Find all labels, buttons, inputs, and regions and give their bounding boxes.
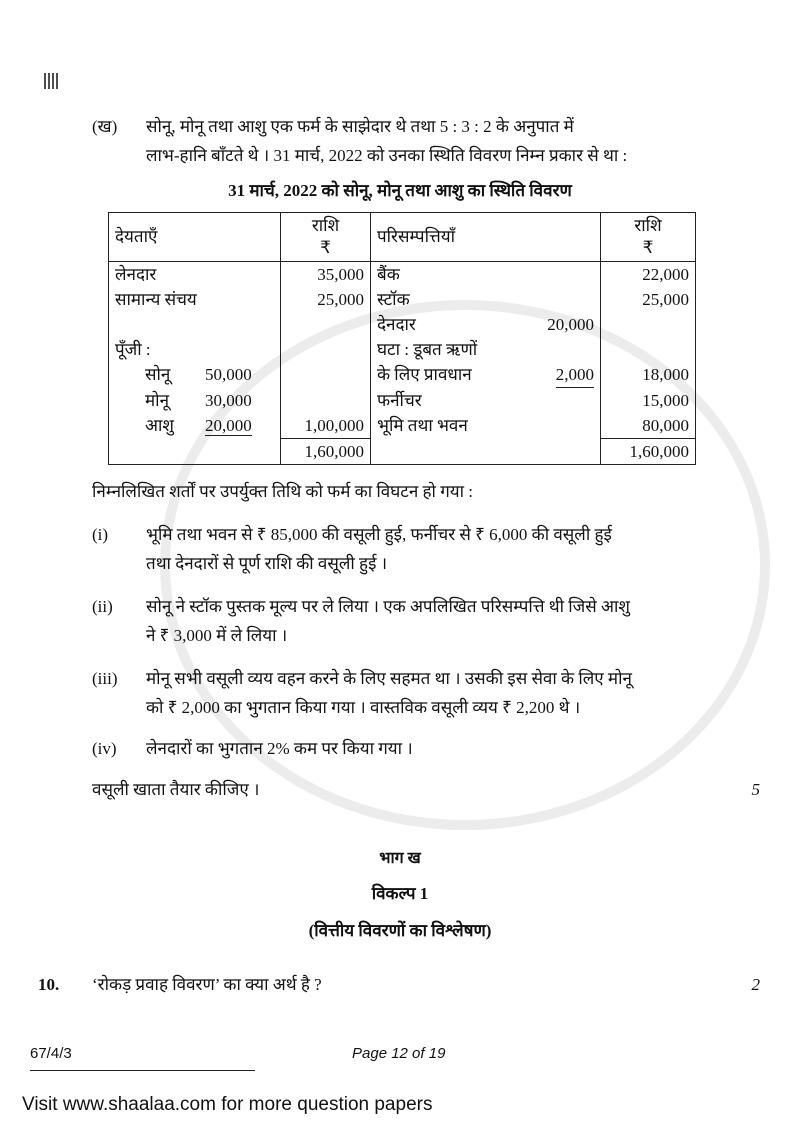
condition-text: सोनू ने स्टॉक पुस्तक मूल्य पर ले लिया । एक अपलिखित परिसम्पत्ति थी जिसे आशु <box>146 597 630 616</box>
liability-amount: 35,000 <box>281 262 371 288</box>
asset-furniture: फर्नीचर <box>371 388 601 413</box>
capital-partner: मोनू 30,000 <box>109 388 281 413</box>
question-label: (ख) <box>92 117 118 136</box>
capital-total: 1,00,000 <box>281 413 371 439</box>
condition <box>92 520 760 578</box>
condition-text: ने ₹ 3,000 में ले लिया । <box>146 626 288 645</box>
liability-general-reserve: सामान्य संचय <box>109 287 281 312</box>
condition <box>92 664 760 722</box>
section-heading: भाग ख <box>379 850 421 867</box>
asset-amount: 22,000 <box>601 262 696 288</box>
asset-debtors: देनदार 20,000 <box>371 312 601 337</box>
header-amount-right: राशि ₹ <box>601 213 696 262</box>
asset-amount: 25,000 <box>601 287 696 312</box>
option-title: (वित्तीय विवरणों का विश्लेषण) <box>308 921 492 940</box>
balance-sheet-table <box>108 212 696 465</box>
liability-amount: 25,000 <box>281 287 371 312</box>
condition-number: (iii) <box>92 669 118 688</box>
asset-amount: 80,000 <box>601 413 696 439</box>
paper-code: 67/4/3 <box>30 1045 72 1062</box>
asset-stock: स्टॉक <box>371 287 601 312</box>
asset-less-provision: घटा : डूबत ऋणों <box>371 337 601 362</box>
liability-creditors: लेनदार <box>109 262 281 288</box>
asset-amount: 18,000 <box>601 362 696 388</box>
capital-partner: आशु 20,000 <box>109 413 281 439</box>
instruction: वसूली खाता तैयार कीजिए । <box>92 780 260 799</box>
condition-number: (i) <box>92 525 109 544</box>
footer-divider <box>30 1070 255 1071</box>
capital-label: पूँजी : <box>109 337 281 362</box>
header-assets: परिसम्पत्तियाँ <box>371 213 601 262</box>
asset-bank: बैंक <box>371 262 601 288</box>
marks: 2 <box>751 975 760 994</box>
condition-number: (iv) <box>92 739 117 758</box>
dissolution-intro: निम्नलिखित शर्तों पर उपर्युक्त तिथि को फर्म का विघटन हो गया : <box>92 482 474 501</box>
option-heading: विकल्प 1 <box>371 884 429 903</box>
promo-link[interactable]: Visit www.shaalaa.com for more question papers <box>22 1094 433 1115</box>
condition-text: भूमि तथा भवन से ₹ 85,000 की वसूली हुई, फर्नीचर से ₹ 6,000 की वसूली हुई <box>146 525 612 544</box>
table-title: 31 मार्च, 2022 को सोनू, मोनू तथा आशु का स्थिति विवरण <box>228 181 572 200</box>
question-part <box>92 112 760 170</box>
condition <box>92 734 760 763</box>
total-assets: 1,60,000 <box>601 439 696 465</box>
header-liabilities: देयताएँ <box>109 213 281 262</box>
condition-text: तथा देनदारों से पूर्ण राशि की वसूली हुई । <box>146 554 388 573</box>
condition-text: मोनू सभी वसूली व्यय वहन करने के लिए सहमत था । उसकी इस सेवा के लिए मोनू <box>146 669 632 688</box>
question-text: ‘रोकड़ प्रवाह विवरण’ का क्या अर्थ है ? <box>92 975 322 994</box>
question-number: 10. <box>38 975 60 994</box>
question-line-1: सोनू, मोनू तथा आशु एक फर्म के साझेदार थे तथा 5 : 3 : 2 के अनुपात में <box>146 117 574 136</box>
page-number: Page 12 of 19 <box>352 1045 446 1062</box>
asset-amount: 15,000 <box>601 388 696 413</box>
asset-land-building: भूमि तथा भवन <box>371 413 601 439</box>
instruction-row <box>92 775 760 804</box>
question-line-2: लाभ-हानि बाँटते थे । 31 मार्च, 2022 को उनका स्थिति विवरण निम्न प्रकार से था : <box>146 146 628 165</box>
condition <box>92 592 760 650</box>
header-amount-left: राशि ₹ <box>281 213 371 262</box>
marks: 5 <box>751 780 760 799</box>
condition-text: को ₹ 2,000 का भुगतान किया गया । वास्तविक वसूली व्यय ₹ 2,200 थे । <box>146 698 581 717</box>
total-liabilities: 1,60,000 <box>281 439 371 465</box>
capital-partner: सोनू 50,000 <box>109 362 281 388</box>
question-10 <box>38 970 760 999</box>
condition-number: (ii) <box>92 597 113 616</box>
condition-text: लेनदारों का भुगतान 2% कम पर किया गया । <box>146 739 413 758</box>
asset-provision: के लिए प्रावधान 2,000 <box>371 362 601 388</box>
